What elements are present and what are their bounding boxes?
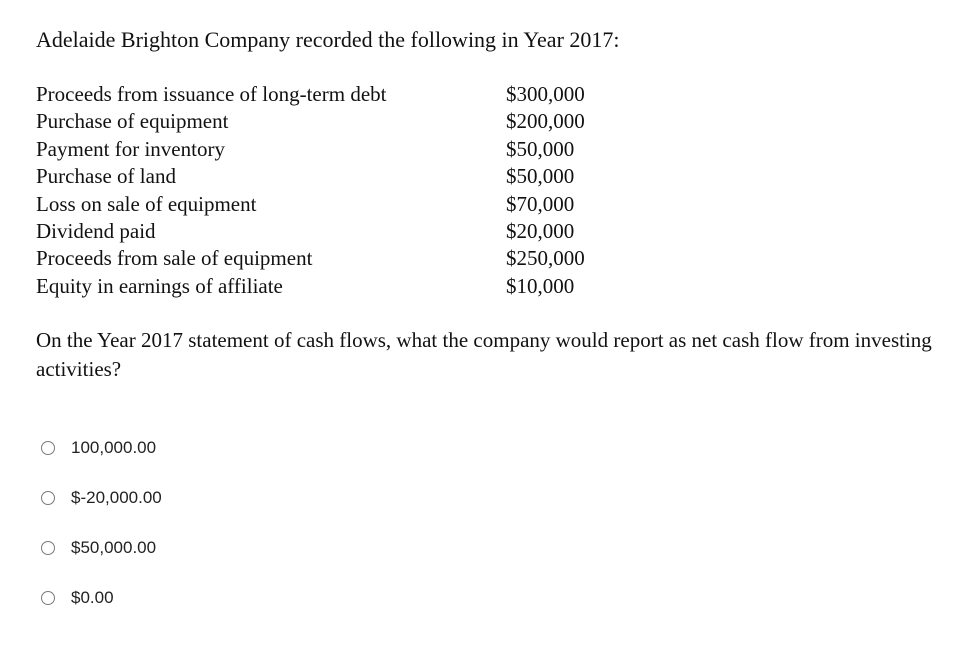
- transaction-row: [36, 191, 636, 218]
- transaction-label: Proceeds from issuance of long-term debt: [36, 82, 387, 106]
- question-text: On the Year 2017 statement of cash flows, what the company would report as net cash flow from investing activities?: [36, 328, 932, 381]
- transaction-label: Proceeds from sale of equipment: [36, 246, 313, 271]
- answer-option-label[interactable]: $0.00: [71, 588, 114, 607]
- answer-options: [41, 434, 162, 634]
- transaction-label: Dividend paid: [36, 218, 156, 243]
- transaction-row: [36, 218, 636, 245]
- radio-button[interactable]: [41, 541, 55, 555]
- answer-option[interactable]: [41, 534, 162, 584]
- transaction-row: [36, 245, 636, 272]
- answer-option[interactable]: [41, 434, 162, 484]
- transaction-row: [36, 136, 636, 163]
- answer-option-label[interactable]: $50,000.00: [71, 538, 157, 557]
- transaction-label: Purchase of land: [36, 164, 176, 189]
- radio-button[interactable]: [41, 441, 55, 455]
- answer-option-label[interactable]: $-20,000.00: [71, 488, 162, 507]
- transactions-list: [36, 81, 636, 300]
- transaction-row: [36, 81, 636, 108]
- transaction-amount: $70,000: [506, 191, 575, 216]
- transaction-amount: $10,000: [506, 273, 575, 298]
- radio-button[interactable]: [41, 491, 55, 505]
- transaction-amount: $50,000: [506, 164, 575, 189]
- transaction-amount: $200,000: [506, 109, 585, 134]
- transaction-row: [36, 273, 636, 300]
- transaction-label: Equity in earnings of affiliate: [36, 273, 283, 298]
- answer-option[interactable]: [41, 484, 162, 534]
- answer-option-label[interactable]: 100,000.00: [71, 438, 157, 457]
- transaction-label: Loss on sale of equipment: [36, 191, 257, 216]
- transaction-label: Payment for inventory: [36, 136, 225, 161]
- intro-text: Adelaide Brighton Company recorded the following in Year 2017:: [36, 27, 620, 52]
- transaction-row: [36, 163, 636, 190]
- transaction-amount: $300,000: [506, 82, 585, 106]
- transaction-amount: $50,000: [506, 136, 575, 161]
- transaction-amount: $250,000: [506, 246, 585, 271]
- transaction-amount: $20,000: [506, 218, 575, 243]
- transaction-label: Purchase of equipment: [36, 109, 229, 134]
- transaction-row: [36, 108, 636, 135]
- answer-option[interactable]: [41, 584, 162, 634]
- radio-button[interactable]: [41, 591, 55, 605]
